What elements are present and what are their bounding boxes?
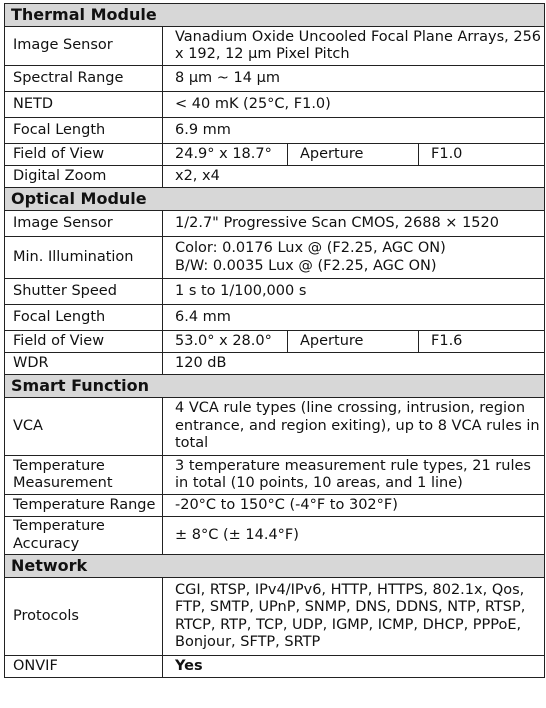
row-label: Spectral Range [5, 66, 163, 92]
row-label: ONVIF [5, 656, 163, 678]
row-label: Protocols [5, 578, 163, 656]
row-label: Min. Illumination [5, 237, 163, 279]
fov-value: 24.9° x 18.7° [175, 145, 272, 162]
table-row [5, 92, 545, 118]
table-row [5, 495, 545, 517]
table-row [5, 237, 545, 279]
row-value: Color: 0.0176 Lux @ (F2.25, AGC ON) B/W: 0.0035 Lux @ (F2.25, AGC ON) [163, 237, 545, 279]
row-value: 4 VCA rule types (line crossing, intrusion, region entrance, and region exiting), up to 8 VCA rules in total [163, 398, 545, 456]
table-row [5, 279, 545, 305]
spec-sheet [4, 3, 544, 678]
row-value [163, 331, 545, 353]
table-row [5, 331, 545, 353]
row-value: 8 μm ~ 14 μm [163, 66, 545, 92]
table-row [5, 144, 545, 166]
row-value: CGI, RTSP, IPv4/IPv6, HTTP, HTTPS, 802.1x, Qos, FTP, SMTP, UPnP, SNMP, DNS, DDNS, NTP, RTSP, RTCP, RTP, TCP, UDP, IGMP, ICMP, DHCP, PPPoE, Bonjour, SFTP, SRTP [163, 578, 545, 656]
section-header-thermal [5, 4, 545, 27]
section-header-network [5, 555, 545, 578]
row-label: Focal Length [5, 118, 163, 144]
row-value: 1 s to 1/100,000 s [163, 279, 545, 305]
row-label: NETD [5, 92, 163, 118]
row-value: x2, x4 [163, 166, 545, 188]
row-label: Focal Length [5, 305, 163, 331]
row-value: < 40 mK (25°C, F1.0) [163, 92, 545, 118]
table-row [5, 118, 545, 144]
table-row [5, 66, 545, 92]
table-row [5, 578, 545, 656]
row-label: Shutter Speed [5, 279, 163, 305]
fov-value: 53.0° x 28.0° [175, 332, 272, 349]
table-row [5, 305, 545, 331]
aperture-value: F1.6 [418, 331, 462, 352]
row-value: 6.4 mm [163, 305, 545, 331]
section-header-smart-function [5, 375, 545, 398]
section-title: Optical Module [5, 188, 545, 211]
row-value: 120 dB [163, 353, 545, 375]
row-label: VCA [5, 398, 163, 456]
row-label: Temperature Accuracy [5, 517, 163, 555]
row-label: Field of View [5, 331, 163, 353]
row-value [163, 144, 545, 166]
row-value: 3 temperature measurement rule types, 21 rules in total (10 points, 10 areas, and 1 line) [163, 456, 545, 495]
row-label: Image Sensor [5, 27, 163, 66]
section-title: Thermal Module [5, 4, 545, 27]
row-value: ± 8°C (± 14.4°F) [163, 517, 545, 555]
table-row [5, 398, 545, 456]
row-label: Image Sensor [5, 211, 163, 237]
table-row [5, 353, 545, 375]
row-value: Vanadium Oxide Uncooled Focal Plane Arrays, 256 x 192, 12 μm Pixel Pitch [163, 27, 545, 66]
row-label: Digital Zoom [5, 166, 163, 188]
table-row [5, 517, 545, 555]
row-value: 1/2.7" Progressive Scan CMOS, 2688 × 1520 [163, 211, 545, 237]
row-label: WDR [5, 353, 163, 375]
row-value: Yes [163, 656, 545, 678]
row-value: 6.9 mm [163, 118, 545, 144]
row-value: -20°C to 150°C (-4°F to 302°F) [163, 495, 545, 517]
section-header-optical [5, 188, 545, 211]
table-row [5, 211, 545, 237]
section-title: Smart Function [5, 375, 545, 398]
row-label: Temperature Measurement [5, 456, 163, 495]
aperture-label: Aperture [287, 331, 418, 352]
section-title: Network [5, 555, 545, 578]
row-label: Field of View [5, 144, 163, 166]
table-row [5, 656, 545, 678]
row-label: Temperature Range [5, 495, 163, 517]
table-row [5, 27, 545, 66]
aperture-value: F1.0 [418, 144, 462, 165]
table-row [5, 166, 545, 188]
table-row [5, 456, 545, 495]
spec-table [4, 3, 545, 678]
aperture-label: Aperture [287, 144, 418, 165]
